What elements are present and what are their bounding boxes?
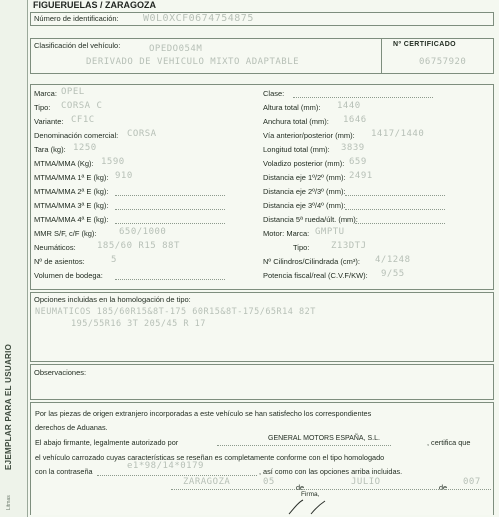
copy-type-label: EJEMPLAR PARA EL USUARIO (4, 343, 13, 470)
field-label: Altura total (mm): (263, 103, 321, 112)
declaration-line-3b: , certifica que (427, 438, 471, 447)
options-line-1: NEUMATICOS 185/60R15&8T-175 60R15&8T-175/65R14 82T (35, 307, 316, 317)
left-margin-strip (0, 0, 28, 517)
field-value: 3839 (341, 143, 365, 153)
field-label: Tipo: (34, 103, 51, 112)
field-value: 1250 (73, 143, 97, 153)
place-value: ZARAGOZA (183, 477, 231, 487)
field-label: Denominación comercial: (34, 131, 119, 140)
field-label: Marca: (34, 89, 57, 98)
empty-field-line (115, 279, 225, 280)
field-label: MTMA/MMA 1ª E (kg): (34, 173, 109, 182)
month-value: JULIO (351, 477, 381, 487)
field-label: Distancia eje 1º/2º (mm): (263, 173, 346, 182)
year-value: 007 (463, 477, 481, 487)
field-value: 650/1000 (119, 227, 167, 237)
field-value: OPEL (61, 87, 85, 97)
declaration-line-4: el vehículo carrozado cuyas características se reseñan es completamente conforme con el tipo homologado (35, 453, 385, 462)
vehicle-data-box (30, 84, 494, 290)
field-label: Variante: (34, 117, 64, 126)
date-de-2: de (439, 483, 448, 492)
declaration-line-3a: El abajo firmante, legalmente autorizado por (35, 438, 179, 447)
declaration-line-5a: con la contraseña (35, 467, 93, 476)
field-label: MTMA/MMA (Kg): (34, 159, 94, 168)
observations-box (30, 364, 494, 400)
observations-label: Observaciones: (34, 368, 87, 377)
field-label: MTMA/MMA 4ª E (kg): (34, 215, 109, 224)
cert-divider (381, 39, 382, 73)
classification-box (30, 38, 494, 74)
field-value: 4/1248 (375, 255, 411, 265)
field-value: 185/60 R15 88T (97, 241, 180, 251)
field-label: Anchura total (mm): (263, 117, 329, 126)
company-underline (217, 445, 391, 446)
declaration-line-5b: , así como con las opciones arriba incluidas. (259, 467, 403, 476)
printer-mark: Litmas (6, 495, 12, 510)
field-value: 1440 (337, 101, 361, 111)
classification-code: OPEDO054M (149, 44, 203, 54)
options-label: Opciones incluidas en la homologación de tipo: (34, 295, 191, 304)
signature-label: Firma, (301, 491, 320, 498)
cert-label: Nº CERTIFICADO (393, 41, 456, 48)
empty-field-line (115, 195, 225, 196)
field-value: 1590 (101, 157, 125, 167)
field-label: Neumáticos: (34, 243, 76, 252)
field-value: 910 (115, 171, 133, 181)
empty-field-line (345, 195, 445, 196)
field-value: CORSA (127, 129, 157, 139)
field-value: 9/55 (381, 269, 405, 279)
manufacturer-location: FIGUERUELAS / ZARAGOZA (33, 0, 156, 10)
approval-underline (97, 475, 257, 476)
field-label: MTMA/MMA 3ª E (kg): (34, 201, 109, 210)
field-value: 5 (111, 255, 117, 265)
field-label: Tipo: (293, 243, 310, 252)
field-label: Distancia eje 2º/3º (mm): (263, 187, 346, 196)
field-value: CF1C (71, 115, 95, 125)
field-label: MTMA/MMA 2ª E (kg): (34, 187, 109, 196)
date-de-1: de (296, 483, 305, 492)
field-label: Nº de asientos: (34, 257, 85, 266)
field-label: Motor: Marca: (263, 229, 310, 238)
declaration-box (30, 402, 494, 515)
empty-field-line (293, 97, 433, 98)
field-value: 1646 (343, 115, 367, 125)
classification-desc: DERIVADO DE VEHICULO MIXTO ADAPTABLE (86, 57, 300, 67)
field-value: 1417/1440 (371, 129, 425, 139)
empty-field-line (345, 209, 445, 210)
empty-field-line (115, 223, 225, 224)
field-label: MMR S/F, c/F (kg): (34, 229, 97, 238)
field-label: Vía anterior/posterior (mm): (263, 131, 355, 140)
signature-mark (281, 499, 361, 515)
field-value: 2491 (349, 171, 373, 181)
field-label: Tara (kg): (34, 145, 66, 154)
field-label: Potencia fiscal/real (C.V.F/KW): (263, 271, 368, 280)
ident-label: Número de identificación: (34, 14, 119, 23)
cert-value: 06757920 (419, 57, 467, 67)
day-value: 05 (263, 477, 275, 487)
field-label: Volumen de bodega: (34, 271, 103, 280)
empty-field-line (355, 223, 445, 224)
declaration-line-1: Por las piezas de origen extranjero incorporadas a este vehículo se han satisfecho los correspondientes (35, 409, 372, 418)
identification-box (30, 12, 494, 26)
declaration-line-2: derechos de Aduanas. (35, 423, 108, 432)
field-label: Nº Cilindros/Cilindrada (cm³): (263, 257, 360, 266)
field-label: Clase: (263, 89, 285, 98)
authorizing-company: GENERAL MOTORS ESPAÑA, S.L. (268, 435, 380, 442)
options-box (30, 292, 494, 362)
field-label: Distancia eje 3º/4º (mm): (263, 201, 346, 210)
approval-code: e1*98/14*0179 (127, 461, 204, 471)
empty-field-line (115, 209, 225, 210)
field-value: CORSA C (61, 101, 103, 111)
field-value: Z13DTJ (331, 241, 367, 251)
field-value: GMPTU (315, 227, 345, 237)
field-label: Distancia 5ª rueda/últ. (mm): (263, 215, 358, 224)
field-label: Voladizo posterior (mm): (263, 159, 345, 168)
ident-value: W0L0XCF0674754875 (143, 13, 254, 24)
field-value: 659 (349, 157, 367, 167)
date-underline (171, 489, 491, 490)
classification-label: Clasificación del vehículo: (34, 41, 121, 50)
field-label: Longitud total (mm): (263, 145, 330, 154)
options-line-2: 195/55R16 3T 205/45 R 17 (71, 319, 206, 329)
